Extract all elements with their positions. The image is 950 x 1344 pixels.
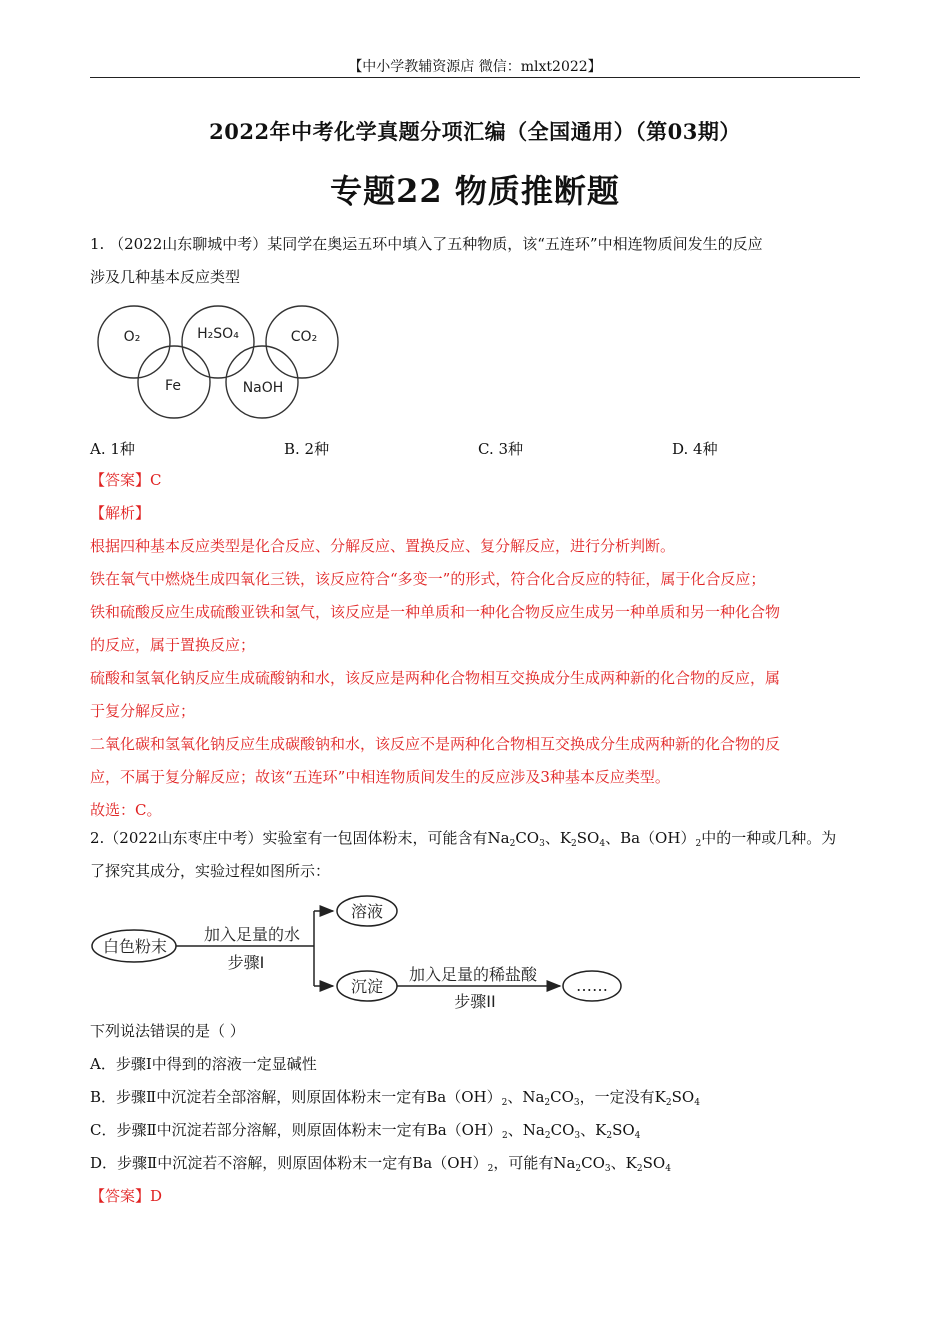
q1-stem-line2: 涉及几种基本反应类型 bbox=[90, 268, 241, 286]
solution-label: 溶液 bbox=[350, 902, 384, 921]
q2-option-b: B．步骤Ⅱ中沉淀若全部溶解，则原固体粉末一定有$Ba(OH)_2$、$Na_2CO_3$，一定没有$K_2SO_4$ bbox=[90, 1088, 700, 1108]
q2-stem bbox=[90, 822, 862, 888]
page-header: 【中小学教辅资源店 微信：mlxt2022】 bbox=[348, 59, 602, 75]
analysis-line: 硫酸和氢氧化钠反应生成硫酸钠和水，该反应是两种化合物相互交换成分生成两种新的化合物的反应，属 bbox=[90, 669, 781, 687]
ring-label: Fe bbox=[165, 378, 181, 394]
document-title: 2022年中考化学真题分项汇编（全国通用）（第03期） bbox=[209, 119, 741, 144]
q1-option-d: D. 4种 bbox=[672, 440, 718, 458]
end-label: …… bbox=[576, 976, 608, 995]
q2-stem-line1: 2.（2022山东枣庄中考）实验室有一包固体粉末，可能含有$Na_2CO_3$、$K_2SO_4$、$Ba(OH)_2$中的一种或几种。为 bbox=[90, 829, 837, 849]
analysis-line: 根据四种基本反应类型是化合反应、分解反应、置换反应、复分解反应，进行分析判断。 bbox=[90, 537, 676, 555]
olympic-rings-figure bbox=[92, 300, 344, 422]
experiment-flow-diagram bbox=[90, 893, 630, 1013]
step2-label: 步骤II bbox=[454, 992, 496, 1011]
q2-option-a: A．步骤Ⅰ中得到的溶液一定显碱性 bbox=[90, 1055, 317, 1073]
step1-label: 步骤I bbox=[227, 953, 265, 972]
q2-stem-text: 中的一种或几种。为 bbox=[701, 829, 837, 847]
ring-label: O₂ bbox=[123, 329, 141, 345]
q2-answer: 【答案】D bbox=[90, 1187, 163, 1205]
header-divider bbox=[90, 77, 860, 78]
q2-stem-text: 2.（2022山东枣庄中考）实验室有一包固体粉末，可能含有 bbox=[90, 829, 488, 847]
q1-answer: 【答案】C bbox=[90, 471, 162, 489]
q2-option-c: C．步骤Ⅱ中沉淀若部分溶解，则原固体粉末一定有$Ba(OH)_2$、$Na_2CO_3$、$K_2SO_4$ bbox=[90, 1121, 641, 1141]
q2-options-block bbox=[90, 1015, 862, 1213]
step1-action: 加入足量的水 bbox=[203, 925, 301, 944]
q1-option-a: A. 1种 bbox=[90, 440, 135, 458]
analysis-line: 铁和硫酸反应生成硫酸亚铁和氢气，该反应是一种单质和一种化合物反应生成另一种单质和另一种化合物 bbox=[90, 603, 781, 621]
q2-stem-line2: 了探究其成分，实验过程如图所示： bbox=[90, 862, 331, 880]
q2-question: 下列说法错误的是（ ） bbox=[90, 1022, 245, 1040]
ring-label: NaOH bbox=[242, 380, 284, 396]
q1-stem-line1: 1. （2022山东聊城中考）某同学在奥运五环中填入了五种物质，该“五连环”中相连物质间发生的反应 bbox=[90, 235, 763, 253]
q1-option-b: B. 2种 bbox=[284, 440, 330, 458]
precipitate-label: 沉淀 bbox=[350, 977, 384, 996]
ring-label: H₂SO₄ bbox=[197, 326, 239, 342]
analysis-line: 二氧化碳和氢氧化钠反应生成碳酸钠和水，该反应不是两种化合物相互交换成分生成两种新的化合物的反 bbox=[90, 735, 781, 753]
analysis-line: 铁在氧气中燃烧生成四氧化三铁，该反应符合“多变一”的形式，符合化合反应的特征，属于化合反应； bbox=[90, 570, 766, 588]
q1-stem bbox=[90, 228, 862, 294]
analysis-line: 故选：C。 bbox=[90, 801, 162, 819]
ring-h2so4 bbox=[182, 306, 254, 378]
analysis-line: 的反应，属于置换反应； bbox=[90, 636, 256, 654]
analysis-line: 应，不属于复分解反应；故该“五连环”中相连物质间发生的反应涉及3种基本反应类型。 bbox=[90, 768, 670, 786]
q2-option-text: B．步骤Ⅱ中沉淀若全部溶解，则原固体粉末一定有 bbox=[90, 1088, 427, 1106]
ring-label: CO₂ bbox=[290, 329, 318, 345]
white-powder-label: 白色粉末 bbox=[102, 937, 168, 956]
analysis-label: 【解析】 bbox=[90, 504, 151, 522]
topic-title: 专题22 物质推断题 bbox=[330, 172, 620, 210]
q2-option-d: D．步骤Ⅱ中沉淀若不溶解，则原固体粉末一定有$Ba(OH)_2$，可能有$Na_2CO_3$、$K_2SO_4$ bbox=[90, 1154, 671, 1174]
q2-option-text: D．步骤Ⅱ中沉淀若不溶解，则原固体粉末一定有 bbox=[90, 1154, 413, 1172]
analysis-line: 于复分解反应； bbox=[90, 702, 196, 720]
q2-option-text: C．步骤Ⅱ中沉淀若部分溶解，则原固体粉末一定有 bbox=[90, 1121, 427, 1139]
step2-action: 加入足量的稀盐酸 bbox=[408, 965, 538, 984]
q1-option-c: C. 3种 bbox=[478, 440, 524, 458]
q1-answer-block bbox=[90, 464, 862, 827]
